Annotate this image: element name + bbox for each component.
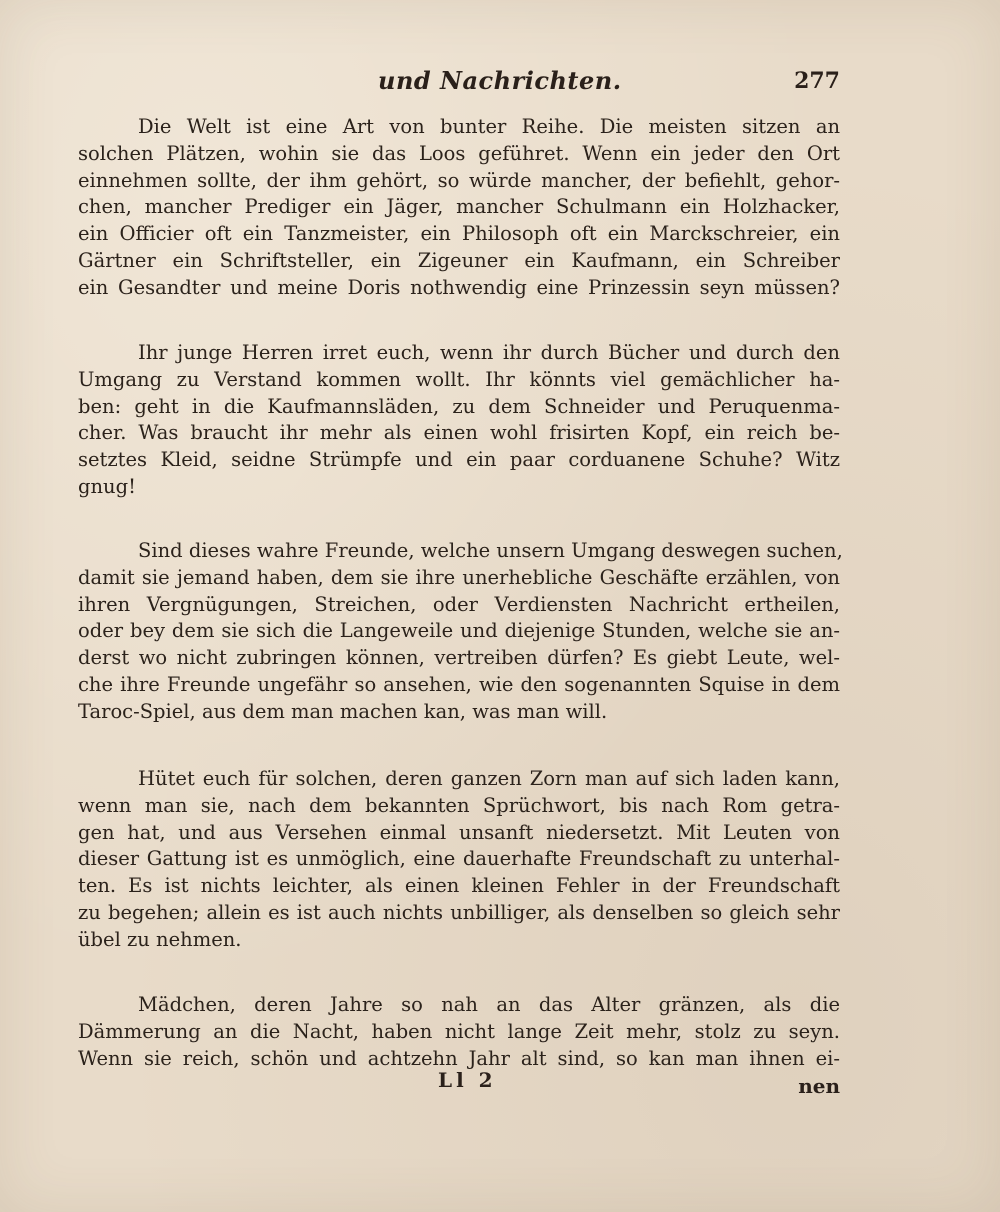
text-line: chen, mancher Prediger ein Jäger, mancher Schulmann ein Holzhacker, bbox=[78, 195, 840, 219]
paragraph-1 bbox=[78, 114, 840, 302]
text-line: Taroc-Spiel, aus dem man machen kan, was man will. bbox=[78, 699, 608, 723]
text-line: Gärtner ein Schriftsteller, ein Zigeuner ein Kaufmann, ein Schreiber bbox=[78, 248, 840, 272]
text-line: gnug! bbox=[78, 474, 136, 498]
text-line: solchen Plätzen, wohin sie das Loos geführet. Wenn ein jeder den Ort bbox=[78, 141, 840, 165]
text-line: ihren Vergnügungen, Streichen, oder Verdiensten Nachricht ertheilen, bbox=[78, 592, 840, 616]
text-line: zu begehen; allein es ist auch nichts unbilliger, als denselben so gleich sehr bbox=[78, 900, 840, 924]
paragraph-2 bbox=[78, 340, 840, 501]
text-line: ben: geht in die Kaufmannsläden, zu dem Schneider und Peruquenma- bbox=[78, 394, 840, 418]
text-line: Mädchen, deren Jahre so nah an das Alter gränzen, als die bbox=[138, 993, 840, 1016]
page-number: 277 bbox=[794, 68, 840, 94]
text-line: Ihr junge Herren irret euch, wenn ihr durch Bücher und durch den bbox=[138, 341, 840, 364]
text-line: dieser Gattung ist es unmöglich, eine dauerhafte Freundschaft zu unterhal- bbox=[78, 847, 840, 871]
text-line: cher. Was braucht ihr mehr als einen wohl frisirten Kopf, ein reich be- bbox=[78, 421, 840, 445]
paragraph-4 bbox=[78, 766, 840, 954]
text-line: Dämmerung an die Nacht, haben nicht lange Zeit mehr, stolz zu seyn. bbox=[78, 1019, 840, 1043]
text-line: wenn man sie, nach dem bekannten Sprüchwort, bis nach Rom getra- bbox=[78, 793, 840, 817]
text-line: Umgang zu Verstand kommen wollt. Ihr könnts viel gemächlicher ha- bbox=[78, 367, 840, 391]
paragraph-5 bbox=[78, 992, 840, 1072]
page-header bbox=[78, 64, 840, 104]
text-line: derst wo nicht zubringen können, vertreiben dürfen? Es giebt Leute, wel- bbox=[78, 646, 840, 670]
text-line: ein Gesandter und meine Doris nothwendig eine Prinzessin seyn müssen? bbox=[78, 275, 840, 299]
text-line: Wenn sie reich, schön und achtzehn Jahr alt sind, so kan man ihnen ei- bbox=[78, 1046, 840, 1070]
text-line: setztes Kleid, seidne Strümpfe und ein paar corduanene Schuhe? Witz bbox=[78, 448, 840, 472]
text-line: damit sie jemand haben, dem sie ihre unerhebliche Geschäfte erzählen, von bbox=[78, 565, 840, 589]
text-line: Hütet euch für solchen, deren ganzen Zorn man auf sich laden kann, bbox=[138, 767, 840, 790]
text-line: oder bey dem sie sich die Langeweile und diejenige Stunden, welche sie an- bbox=[78, 619, 840, 643]
text-line: übel zu nehmen. bbox=[78, 927, 242, 951]
signature-mark: Ll 2 bbox=[438, 1068, 497, 1092]
text-line: ein Officier oft ein Tanzmeister, ein Philosoph oft ein Marckschreier, ein bbox=[78, 222, 840, 246]
text-line: ten. Es ist nichts leichter, als einen kleinen Fehler in der Freundschaft bbox=[78, 874, 840, 898]
running-head: und Nachrichten. bbox=[378, 66, 622, 95]
text-line: Sind dieses wahre Freunde, welche unsern Umgang deswegen suchen, bbox=[138, 539, 843, 562]
text-line: einnehmen sollte, der ihm gehört, so würde mancher, der befiehlt, gehor- bbox=[78, 168, 840, 192]
text-line: gen hat, und aus Versehen einmal unsanft niedersetzt. Mit Leuten von bbox=[78, 820, 840, 844]
text-line: che ihre Freunde ungefähr so ansehen, wie den sogenannten Squise in dem bbox=[78, 672, 840, 696]
paragraph-3 bbox=[78, 538, 843, 726]
catchword: nen bbox=[798, 1074, 840, 1098]
text-line: Die Welt ist eine Art von bunter Reihe. Die meisten sitzen an bbox=[138, 115, 840, 138]
